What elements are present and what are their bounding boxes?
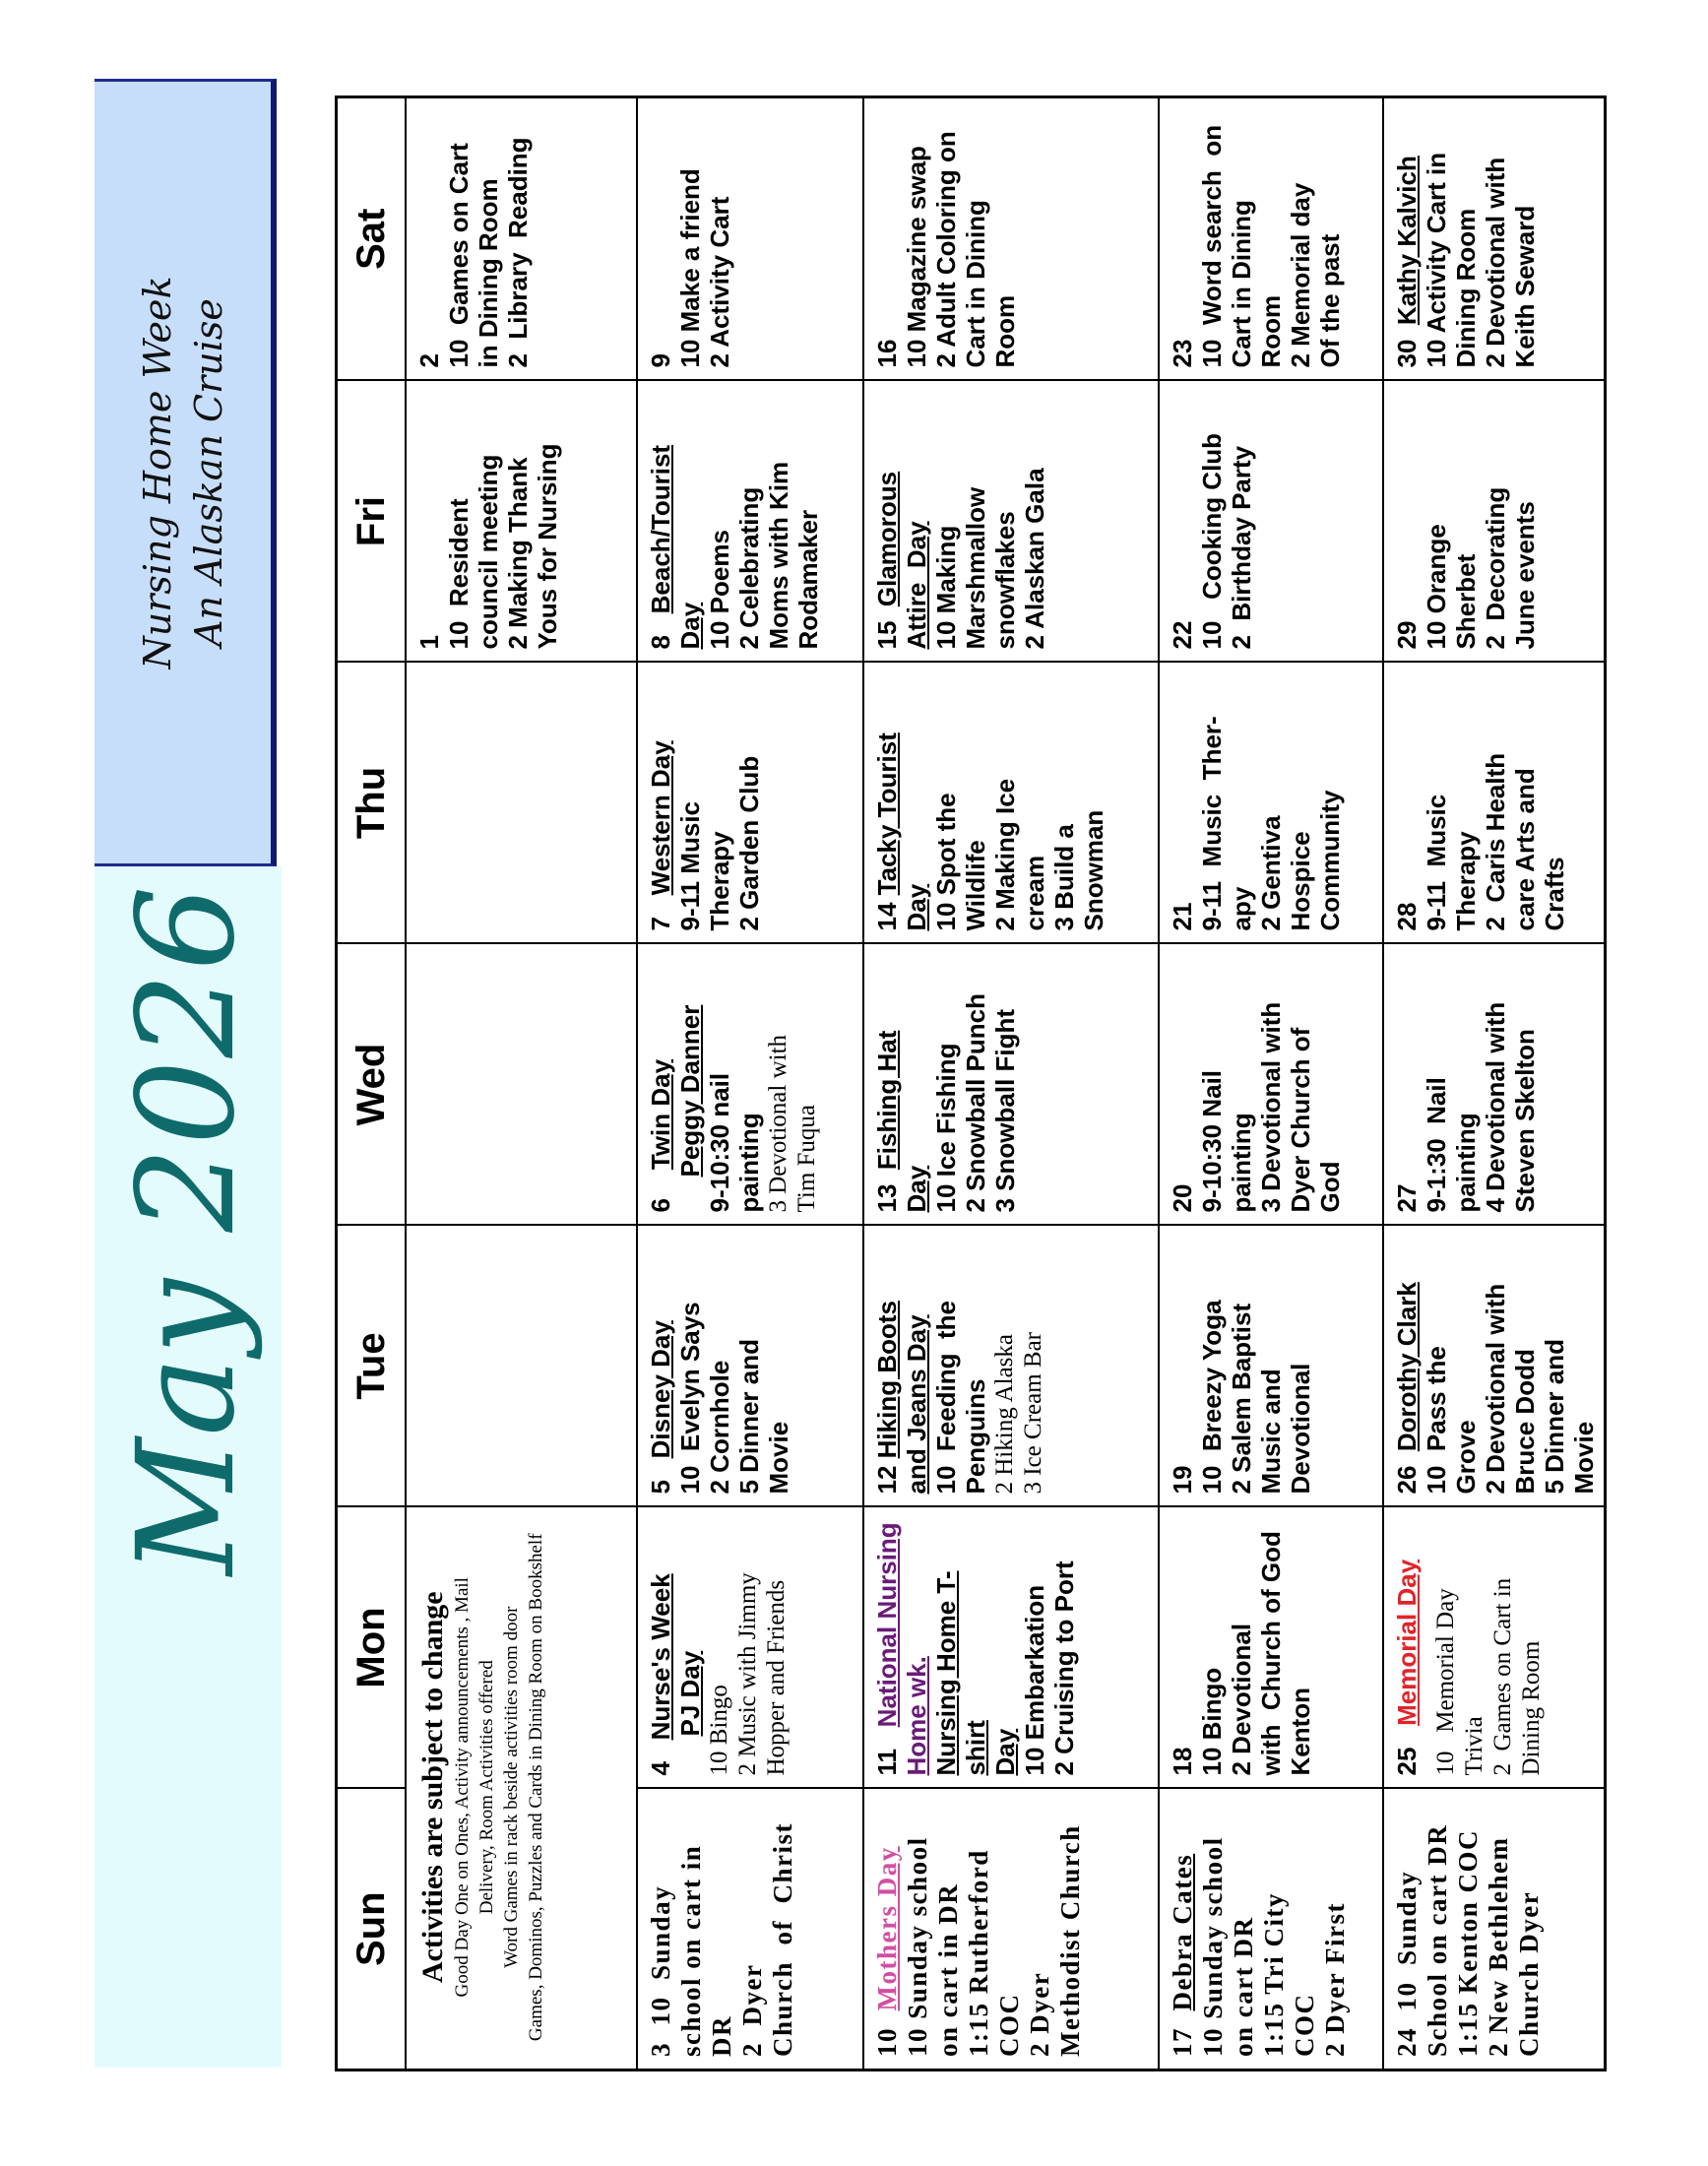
day-line: 2 Hiking Alaska <box>991 1334 1018 1495</box>
day-line: Penguins <box>961 1378 990 1495</box>
day-line: Cart in Dining <box>1227 200 1256 368</box>
day-line: 28 <box>1392 902 1422 931</box>
day-line: 2 Cruising to Port <box>1049 1561 1079 1776</box>
day-line: 24 10 Sunday <box>1392 1870 1422 2057</box>
day-cell-17 <box>1159 1789 1383 2070</box>
day-line: 10 Ice Fishing <box>931 1043 961 1213</box>
day-line: 3 Ice Cream Bar <box>1020 1331 1046 1495</box>
day-line: Dyer Church of <box>1286 1027 1315 1213</box>
day-cell-14 <box>863 663 1159 944</box>
day-line: Community <box>1315 790 1345 931</box>
theme-line-1: Nursing Home Week <box>136 276 179 669</box>
day-line: 9-1:30 Nail <box>1422 1077 1451 1213</box>
day-number: 30 <box>1392 339 1422 368</box>
day-cell-15 <box>863 381 1159 663</box>
week-row-2 <box>637 97 863 2070</box>
day-line: 18 <box>1168 1747 1197 1776</box>
day-cell-9 <box>637 97 863 381</box>
day-cell-29 <box>1383 381 1605 663</box>
day-number: 17 <box>1168 2027 1197 2057</box>
day-line: COC <box>994 1993 1024 2057</box>
day-line: painting <box>1227 1113 1256 1213</box>
day-line: God <box>1315 1161 1345 1213</box>
event-title: Day <box>675 602 705 650</box>
day-line: 10 Activity Cart in <box>1422 152 1451 368</box>
notice-cell <box>406 1507 637 2070</box>
event-title: Memorial Day <box>1392 1559 1422 1726</box>
day-line: 27 <box>1392 1183 1422 1213</box>
day-cell-20 <box>1159 944 1383 1226</box>
day-line: Keith Seward <box>1510 205 1540 368</box>
weekday-wed: Wed <box>337 944 407 1226</box>
day-line: 3 Devotional with <box>1256 1001 1286 1213</box>
day-number: 12 <box>872 1465 902 1495</box>
day-line: Rodamaker <box>793 509 823 650</box>
day-line: Room <box>1256 294 1286 368</box>
day-number: 7 <box>646 917 675 931</box>
day-line: Sherbet <box>1451 553 1481 650</box>
day-line: 2 Snowball Punch <box>961 993 990 1213</box>
day-line: 10 Pass the <box>1422 1346 1451 1495</box>
day-line: 10 Sunday school <box>903 1836 932 2057</box>
event-title: Glamorous <box>872 471 902 607</box>
day-line: 10 Feeding the <box>931 1301 961 1495</box>
day-cell-28 <box>1383 663 1605 944</box>
day-line: Devotional <box>1286 1363 1315 1495</box>
day-line: 10 Games on Cart <box>444 143 474 368</box>
day-line: 2 Dyer First <box>1320 1902 1350 2057</box>
day-line: 3 Build a <box>1049 824 1079 931</box>
event-title: Day <box>990 1728 1020 1776</box>
day-line: 2 Making Ice <box>990 778 1020 931</box>
notice-line: Word Games in rack beside activities room door <box>501 1606 522 1968</box>
day-line: 2 Garden Club <box>734 755 764 931</box>
day-cell-12 <box>863 1226 1159 1507</box>
day-line: 1:15 Tri City <box>1259 1892 1289 2057</box>
day-cell-7 <box>637 663 863 944</box>
day-cell-13 <box>863 944 1159 1226</box>
day-line: Of the past <box>1315 233 1345 368</box>
day-line: 10 Resident <box>444 498 474 650</box>
day-line: 1:15 Rutherford <box>964 1849 993 2057</box>
day-line: 2 Devotional <box>1227 1623 1256 1776</box>
day-line: 10 Cooking Club <box>1197 432 1227 650</box>
day-line: 9-10:30 Nail <box>1197 1069 1227 1213</box>
day-line: care Arts and <box>1510 768 1540 931</box>
notice-line: Games, Dominos, Puzzles and Cards in Dining Room on Bookshelf <box>526 1533 546 2042</box>
day-line: 10 Evelyn Says <box>675 1302 705 1495</box>
day-line: Music and <box>1256 1369 1286 1495</box>
day-line: 19 <box>1168 1465 1197 1495</box>
day-line: 2 Alaskan Gala <box>1020 468 1049 650</box>
day-line: 10 Sunday school <box>1198 1836 1228 2057</box>
event-title: Twin Day <box>646 1058 675 1171</box>
month-title: May 2026 <box>109 883 265 1575</box>
day-line: 22 <box>1168 620 1197 650</box>
day-line: with Church of God <box>1256 1531 1286 1776</box>
day-cell-25 <box>1383 1507 1605 1789</box>
day-cell-27 <box>1383 944 1605 1226</box>
day-line: 20 <box>1168 1183 1197 1213</box>
day-cell-21 <box>1159 663 1383 944</box>
day-line: 2 Decorating <box>1481 486 1510 650</box>
day-line: 3 Devotional with <box>765 1034 791 1213</box>
day-line: Methodist Church <box>1055 1824 1085 2057</box>
day-line: Dining Room <box>1518 1640 1545 1776</box>
day-line: 2 Dyer <box>1025 1971 1054 2057</box>
day-cell-empty <box>406 1226 637 1507</box>
event-title: Day <box>902 1165 931 1213</box>
weekday-header-row <box>337 97 407 2070</box>
day-cell-empty <box>406 944 637 1226</box>
event-title: Nursing Home T-shirt <box>931 1570 990 1776</box>
day-line: 10 Embarkation <box>1020 1584 1049 1776</box>
day-line: Church of Christ <box>768 1821 797 2057</box>
day-line: apy <box>1227 886 1256 931</box>
day-line: Room <box>990 294 1020 368</box>
event-title: and Jeans Day <box>902 1314 931 1495</box>
day-number: 10 <box>872 2027 902 2057</box>
day-line: 5 Dinner and <box>734 1339 764 1495</box>
day-line: 2 Celebrating <box>734 486 764 650</box>
day-cell-4 <box>637 1507 863 1789</box>
day-line: Wildlife <box>961 840 990 931</box>
day-line: 2 Music with Jimmy <box>734 1572 761 1776</box>
day-line: 2 New Bethlehem <box>1484 1836 1513 2057</box>
day-line: DR <box>707 2015 736 2057</box>
day-line: Movie <box>764 1421 793 1495</box>
day-line: 9-11 Music <box>1422 794 1451 931</box>
event-title: Hiking Boots <box>872 1301 902 1459</box>
day-line: 10 Orange <box>1422 524 1451 650</box>
day-line: 10 Breezy Yoga <box>1197 1300 1227 1495</box>
day-line: 2 Library Reading <box>503 137 533 368</box>
day-line: Grove <box>1451 1420 1481 1495</box>
day-line: Yous for Nursing <box>533 443 562 650</box>
day-cell-6 <box>637 944 863 1226</box>
day-number: 15 <box>872 620 902 650</box>
day-line: 23 <box>1168 339 1197 368</box>
day-line: in Dining Room <box>474 178 503 368</box>
week-row-1 <box>406 97 637 2070</box>
day-line: Cart in Dining <box>961 200 990 368</box>
day-line: 10 Making <box>931 525 961 650</box>
day-line: School on cart DR <box>1423 1823 1452 2057</box>
day-line: Trivia <box>1461 1716 1487 1776</box>
day-cell-19 <box>1159 1226 1383 1507</box>
day-line: 1 <box>414 635 444 650</box>
theme-text <box>132 82 234 863</box>
event-title: Western Day <box>646 740 675 896</box>
day-cell-empty <box>406 663 637 944</box>
day-line: 10 Bingo <box>1197 1667 1227 1776</box>
day-line: 1:15 Kenton COC <box>1453 1829 1483 2057</box>
day-line: 4 Devotional with <box>1481 1001 1510 1213</box>
day-line: 21 <box>1168 902 1197 931</box>
day-line: 10 Poems <box>705 530 734 650</box>
day-cell-30 <box>1383 97 1605 381</box>
day-line: 2 <box>414 353 444 368</box>
day-line: Crafts <box>1540 857 1569 931</box>
event-title: Day <box>902 883 931 931</box>
day-line: painting <box>1451 1113 1481 1213</box>
event-title: Debra Cates <box>1168 1853 1197 2011</box>
day-number: 13 <box>872 1183 902 1213</box>
calendar-sheet <box>0 98 1599 2166</box>
theme-box <box>95 79 277 866</box>
day-line: Movie <box>1569 1421 1599 1495</box>
day-line: 2 Adult Coloring on <box>931 131 961 368</box>
day-line: 10 Word search on <box>1197 124 1227 368</box>
day-line: Therapy <box>705 831 734 931</box>
day-line: 2 Memorial day <box>1286 182 1315 368</box>
day-line: June events <box>1510 501 1540 650</box>
notice-line: Delivery, Room Activities offered <box>476 1660 497 1915</box>
day-line: Moms with Kim <box>764 461 793 650</box>
notice-heading: Activities are subject to change <box>416 1591 449 1984</box>
day-number: 5 <box>646 1480 675 1495</box>
day-line: Church Dyer <box>1514 1890 1544 2057</box>
day-number: 8 <box>646 635 675 650</box>
weekday-tue: Tue <box>337 1226 407 1507</box>
day-line: cream <box>1020 855 1049 931</box>
day-number: 25 <box>1392 1747 1422 1776</box>
calendar-grid <box>335 96 1607 2071</box>
day-line: Steven Skelton <box>1510 1029 1540 1213</box>
day-line: council meeting <box>474 454 503 650</box>
weekday-fri: Fri <box>337 381 407 663</box>
day-line: 2 Devotional with <box>1481 1283 1510 1495</box>
day-line: Snowman <box>1079 809 1108 931</box>
day-line: 2 Salem Baptist <box>1227 1303 1256 1495</box>
day-cell-24 <box>1383 1789 1605 2070</box>
day-line: 9-11 Music Ther- <box>1197 716 1227 931</box>
event-title: Beach/Tourist <box>646 444 675 614</box>
day-cell-1 <box>406 381 637 663</box>
event-title: Kathy Kalvich <box>1392 156 1422 326</box>
event-title: Mothers Day <box>872 1846 902 2011</box>
event-title: PJ Day <box>675 1650 705 1737</box>
day-line: Marshmallow <box>961 486 990 650</box>
day-number: 26 <box>1392 1465 1422 1495</box>
event-title: Fishing Hat <box>872 1030 902 1171</box>
weekday-thu: Thu <box>337 663 407 944</box>
day-line: COC <box>1290 1993 1319 2057</box>
day-number: 11 <box>872 1749 902 1776</box>
day-cell-10 <box>863 1789 1159 2070</box>
day-number: 14 <box>872 902 902 931</box>
day-line: 16 <box>872 339 902 368</box>
day-line: 10 Memorial Day <box>1432 1588 1459 1776</box>
day-line: 10 Bingo <box>706 1685 732 1776</box>
day-line: 2 Dyer <box>737 1963 767 2057</box>
day-cell-5 <box>637 1226 863 1507</box>
day-cell-3 <box>637 1789 863 2070</box>
day-line: 3 10 Sunday <box>646 1884 675 2057</box>
day-line: 9 <box>646 353 675 368</box>
day-line: 2 Cornhole <box>705 1360 734 1495</box>
day-line: 2 Gentiva <box>1256 815 1286 931</box>
day-cell-2 <box>406 97 637 381</box>
day-line: school on cart in <box>676 1844 706 2057</box>
day-line: Therapy <box>1451 831 1481 931</box>
event-title: Disney Day <box>646 1320 675 1459</box>
day-line: 2 Activity Cart <box>705 196 734 368</box>
day-line: 29 <box>1392 620 1422 650</box>
day-line: 10 Magazine swap <box>902 146 931 368</box>
day-line: 2 Making Thank <box>503 457 533 650</box>
day-cell-8 <box>637 381 863 663</box>
day-cell-26 <box>1383 1226 1605 1507</box>
day-line: painting <box>734 1113 764 1213</box>
day-number: 4 <box>646 1761 675 1776</box>
day-line: 2 Birthday Party <box>1227 445 1256 650</box>
week-row-5 <box>1383 97 1605 2070</box>
day-line: 9-11 Music <box>675 800 705 931</box>
event-title: Nurse's Week <box>646 1573 675 1741</box>
day-line: 3 Snowball Fight <box>990 1008 1020 1213</box>
day-line: Bruce Dodd <box>1510 1349 1540 1495</box>
event-title: Peggy Danner <box>675 1004 705 1178</box>
day-cell-16 <box>863 97 1159 381</box>
day-line: Hospice <box>1286 831 1315 931</box>
week-row-3 <box>863 97 1159 2070</box>
event-title: Tacky Tourist <box>872 733 902 896</box>
day-line: Kenton <box>1286 1687 1315 1776</box>
day-line: 2 Caris Health <box>1481 752 1510 931</box>
day-line: on cart in DR <box>933 1882 963 2057</box>
day-line: 10 Spot the <box>931 793 961 931</box>
weekday-mon: Mon <box>337 1507 407 1789</box>
day-line: 5 Dinner and <box>1540 1339 1569 1495</box>
day-number: 6 <box>646 1198 675 1213</box>
event-title: Dorothy Clark <box>1392 1282 1422 1452</box>
day-line: on cart DR <box>1229 1916 1258 2057</box>
week-row-4 <box>1159 97 1383 2070</box>
day-line: Tim Fuqua <box>793 1104 820 1213</box>
day-line: 2 Devotional with <box>1481 157 1510 368</box>
day-line: Hopper and Friends <box>763 1579 790 1776</box>
day-cell-23 <box>1159 97 1383 381</box>
day-line: Dining Room <box>1451 208 1481 368</box>
event-title: National Nursing <box>872 1522 902 1728</box>
day-cell-11 <box>863 1507 1159 1789</box>
theme-line-2: An Alaskan Cruise <box>187 298 230 647</box>
day-line: 10 Make a friend <box>675 168 705 368</box>
event-title: Attire Day <box>902 521 931 650</box>
day-line: 2 Games on Cart in <box>1489 1577 1516 1776</box>
weekday-sat: Sat <box>337 97 407 381</box>
event-title: Home wk. <box>902 1656 931 1776</box>
day-cell-22 <box>1159 381 1383 663</box>
day-cell-18 <box>1159 1507 1383 1789</box>
day-line: 9-10:30 nail <box>705 1072 734 1213</box>
day-line: snowflakes <box>990 511 1020 650</box>
weekday-sun: Sun <box>337 1789 407 2070</box>
notice-line: Good Day One on Ones, Activity announcements , Mail <box>452 1577 473 1998</box>
